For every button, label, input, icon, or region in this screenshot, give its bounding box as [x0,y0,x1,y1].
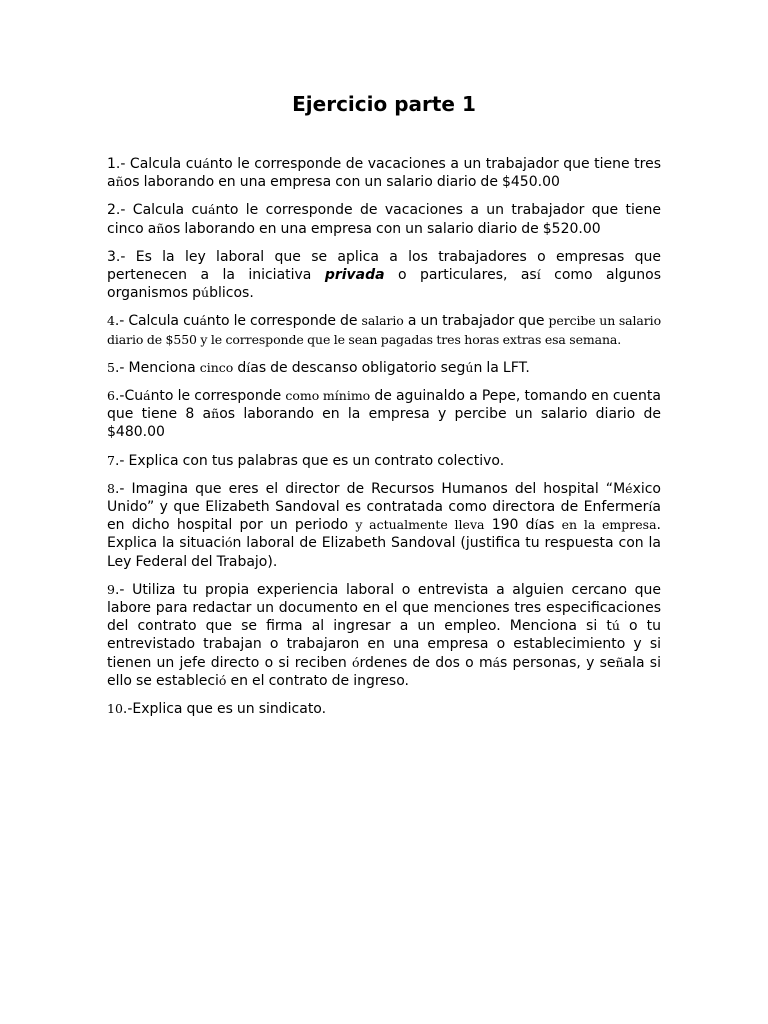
question-5 [107,359,661,377]
question-6-text: .-Cu [114,388,144,405]
question-9-text: ñ [615,654,624,670]
question-3-text: í [536,267,541,283]
question-4-text: salario [361,313,404,329]
question-4-number: 4 [107,313,115,329]
page-title: Ejercicio parte 1 [292,92,476,116]
question-8 [107,480,661,571]
question-8-text: n laboral de Elizabeth Sandoval (justifica tu respuesta con la Ley Federal del Trabajo). [107,535,661,570]
question-9-text: ó [351,654,360,670]
question-6 [107,387,661,442]
question-4-text: á [199,313,207,329]
question-9-text: en el contrato de ingreso. [226,672,409,689]
question-9 [107,581,661,690]
question-4-text: percibe un salario diario de $550 y le corresponde que le sean pagadas tres horas extras esa semana. [107,313,661,347]
question-8-text: 190 d [484,517,535,534]
question-6-number: 6 [107,388,115,404]
question-7 [107,452,661,470]
question-10-number: 10 [107,701,123,717]
question-8-text: .- Imagina que eres el director de Recursos Humanos del hospital “M [114,480,626,497]
question-8-text: ó [225,535,233,551]
question-9-text: rdenes de dos o m [359,654,493,671]
question-2-text: nto le corresponde de vacaciones a un trabajador que tiene cinco a [107,202,661,237]
question-3-emphasis: privada [324,267,385,284]
question-1-text: á [202,156,210,171]
question-6-text: de aguinaldo a Pepe, tomando en cuenta que tiene 8 a [107,388,661,423]
question-8-number: 8 [107,480,115,496]
question-8-text: a en dicho hospital por un periodo [107,499,661,534]
question-5-number: 5 [107,359,115,375]
question-6-text: como mínimo [285,388,371,404]
question-2-text: á [208,202,216,218]
question-8-text: é [625,480,633,496]
question-5-text: n la LFT. [473,359,530,376]
question-6-text: nto le corresponde [150,388,286,405]
question-list [107,155,661,728]
question-5-text: d [233,359,247,376]
question-1-text: 1.- Calcula cu [107,156,203,172]
question-3-text: ú [201,285,210,301]
question-6-text: á [143,388,151,404]
question-7-text: .- Explica con tus palabras que es un contrato colectivo. [114,452,505,469]
question-8-text: . Explica la situaci [107,517,661,552]
question-4-text: .- Calcula cu [114,313,200,330]
question-4-text: a un trabajador que [403,313,549,330]
question-2-text: ñ [156,220,165,236]
question-3-text: 3.- Es la ley laboral que se aplica a los trabajadores o empresas que pertenecen a la iniciativa [107,248,661,284]
question-2-text: os laborando en una empresa con un salario diario de $520.00 [164,220,601,237]
question-9-text: ala si ello se estableci [107,654,661,689]
question-9-text: ó [218,672,227,688]
question-1-text: nto le corresponde de vacaciones a un trabajador que tiene tres a [107,156,661,191]
question-10-text: .-Explica que es un sindicato. [122,701,327,718]
question-2-text: 2.- Calcula cu [107,202,209,219]
question-8-text: xico Unido” y que Elizabeth Sandoval es contratada como directora de Enfermer [107,480,661,516]
question-10 [107,700,661,718]
question-9-text: á [492,654,501,670]
question-8-text: y actualmente lleva [355,517,485,533]
question-7-number: 7 [107,452,115,468]
question-8-text: í [534,517,539,533]
question-5-text: as de descanso obligatorio seg [250,359,466,376]
question-1-text: ñ [115,174,124,190]
question-6-text: ñ [211,406,220,422]
question-4-text: nto le corresponde de [206,313,362,330]
question-5-text: .- Menciona [114,359,200,376]
question-1 [107,155,661,191]
question-9-text: s personas, y se [500,654,616,671]
question-9-text: .- Utiliza tu propia experiencia laboral o entrevista a alguien cercano que labore para redactar un documento en el que menciones tres especificaciones del contrato que se firma al ingresar a un empleo. Menciona si t [107,581,661,635]
question-3 [107,248,661,303]
question-1-text: os laborando en una empresa con un salario diario de $450.00 [123,174,560,191]
question-3-text: como algunos organismos p [107,267,661,302]
question-9-number: 9 [107,581,115,597]
question-3-text: blicos. [209,285,254,302]
question-9-text: o tu entrevistado trabajan o trabajaron en una empresa o establecimiento y si tienen un jefe directo o si reciben [107,618,662,671]
question-5-text: ú [465,359,474,375]
question-5-text: cinco [199,359,234,375]
question-2 [107,201,661,237]
question-8-text: en la empresa [561,517,657,533]
question-6-text: os laborando en la empresa y percibe un salario diario de $480.00 [107,406,661,441]
question-8-text: í [648,499,653,515]
question-8-text: as [538,517,562,534]
question-9-text: ú [611,618,620,634]
question-4 [107,312,661,348]
question-5-text: í [246,359,251,375]
question-3-text: o particulares, as [384,267,537,284]
